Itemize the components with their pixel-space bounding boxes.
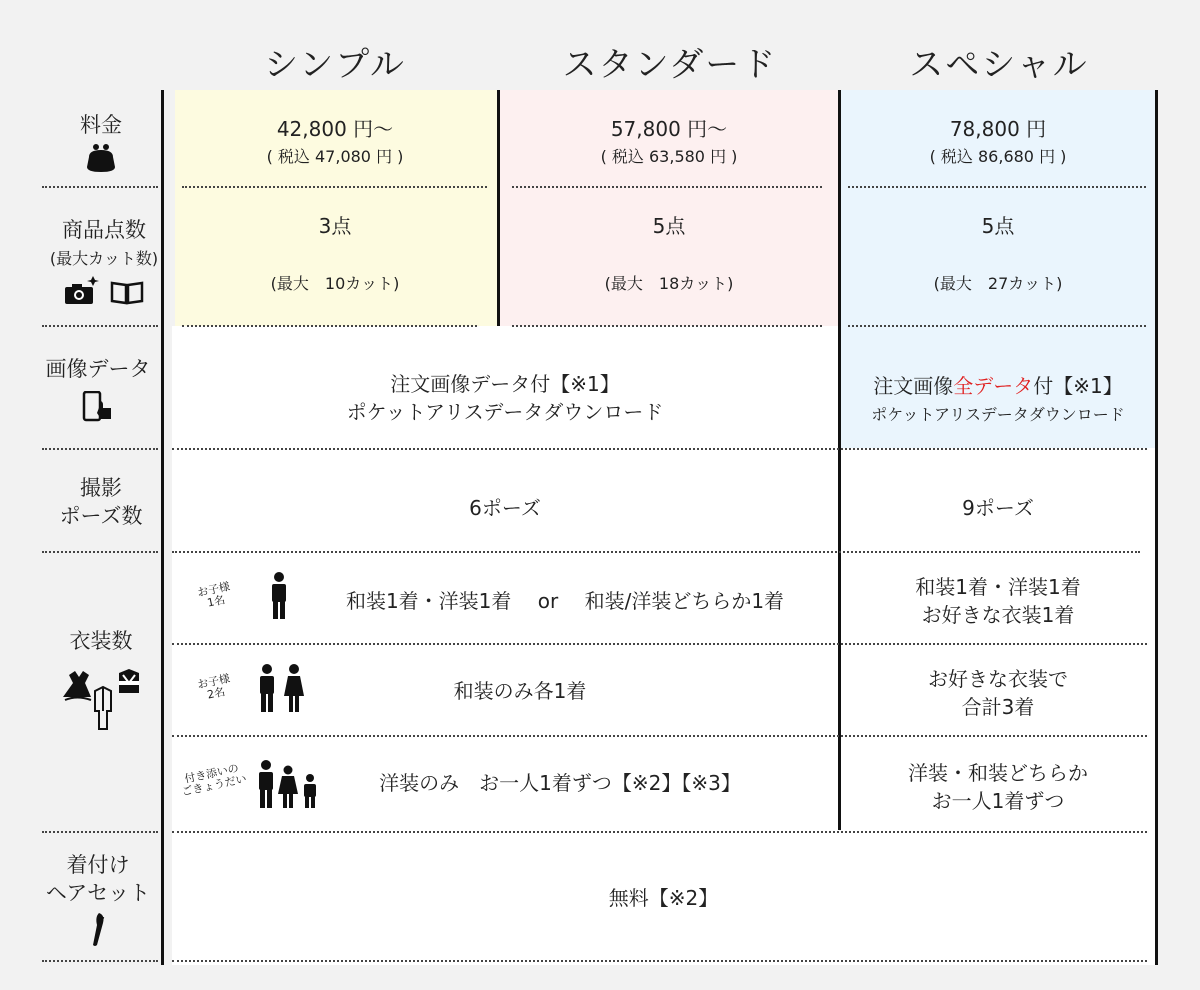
sibling-tag: 付き添いの ごきょうだい: [180, 761, 248, 799]
image-data-right-post: 付【※1】: [1033, 373, 1123, 398]
row-divider: [42, 551, 158, 553]
image-data-right: [841, 366, 1155, 430]
row-divider: [848, 186, 1146, 188]
costume-right-1b: お好きな衣装1着: [921, 603, 1075, 627]
two-child-text: 和装のみ各1着: [453, 679, 587, 703]
items-standard-max: (最大 18カット): [604, 273, 734, 293]
book-icon: [109, 279, 145, 305]
boy-girl-icon: [258, 664, 306, 714]
price-label: 料金: [80, 113, 122, 137]
row-divider: [172, 448, 1147, 450]
row-divider: [172, 643, 1147, 645]
smartphone-icon: [81, 391, 115, 423]
row-divider: [42, 831, 158, 833]
hairset-label: ヘアセット: [45, 881, 151, 905]
image-data-right-pre: 注文画像: [873, 373, 954, 398]
row-label-poses: [42, 470, 160, 534]
camera-icon: [63, 275, 103, 305]
costume-right-2: [841, 664, 1155, 722]
row-divider: [512, 325, 822, 327]
dressing-label: 着付け: [66, 853, 130, 877]
image-data-left: [172, 366, 838, 430]
row-divider: [172, 735, 1147, 737]
costume-right-3a: 洋装・和装どちらか: [908, 761, 1088, 785]
costume-right-2b: 合計3着: [961, 695, 1035, 719]
price-standard-main: 57,800 円〜: [610, 117, 728, 141]
costume-right-3: [841, 758, 1155, 816]
row-label-dressing: [36, 846, 160, 952]
row-divider: [848, 325, 1146, 327]
plan-header-simple: シンプル: [264, 44, 406, 85]
costume-right-3b: お一人1着ずつ: [931, 789, 1065, 813]
items-label: 商品点数: [62, 217, 146, 242]
price-special-tax: ( 税込 86,680 円 ): [929, 147, 1067, 166]
costume-right-1a: 和装1着・洋装1着: [915, 575, 1081, 599]
comb-icon: [89, 911, 107, 947]
row-label-items: [42, 204, 166, 316]
plan-header-standard: スタンダード: [562, 44, 778, 85]
one-child-text: 和装1着・洋装1着 or 和装/洋装どちらか1着: [345, 589, 785, 613]
poses-left: 6ポーズ: [469, 496, 541, 520]
poses-right: 9ポーズ: [962, 496, 1034, 520]
row-divider: [182, 186, 487, 188]
row-divider: [512, 186, 822, 188]
row-label-image: [36, 344, 160, 434]
dressing-text: 無料【※2】: [608, 886, 719, 910]
row-divider: [42, 325, 158, 327]
image-data-right-line2: ポケットアリスデータダウンロード: [871, 404, 1125, 424]
divider-right: [1155, 90, 1158, 965]
price-special-main: 78,800 円: [949, 117, 1047, 141]
shoot-label: 撮影: [80, 476, 122, 500]
image-data-right-line1: [873, 372, 1122, 400]
wallet-icon: [84, 143, 118, 173]
row-divider: [42, 960, 158, 962]
image-label: 画像データ: [45, 357, 151, 381]
costume-right-2a: お好きな衣装で: [928, 667, 1068, 691]
row-divider: [172, 551, 1140, 553]
row-divider: [172, 831, 1147, 833]
plan-header-special: スペシャル: [909, 44, 1089, 85]
price-simple-tax: ( 税込 47,080 円 ): [266, 147, 404, 166]
costume-icon: [59, 667, 143, 733]
one-child-tag: お子様 1名: [196, 579, 232, 610]
sibling-text: 洋装のみ お一人1着ずつ【※2】【※3】: [379, 771, 741, 795]
row-label-costume: [42, 620, 160, 740]
price-simple: [175, 112, 495, 174]
image-data-right-highlight: 全データ: [953, 373, 1034, 398]
row-label-price: [42, 104, 160, 180]
price-standard-tax: ( 税込 63,580 円 ): [600, 147, 738, 166]
price-simple-main: 42,800 円〜: [276, 117, 394, 141]
items-standard-count: 5点: [652, 214, 686, 238]
row-divider: [42, 186, 158, 188]
items-simple-count: 3点: [318, 214, 352, 238]
two-child-tag: お子様 2名: [196, 671, 232, 702]
items-special-max: (最大 27カット): [933, 273, 1063, 293]
row-divider: [42, 448, 158, 450]
items-simple-max: (最大 10カット): [270, 273, 400, 293]
poses-label: ポーズ数: [59, 504, 143, 528]
price-standard: [500, 112, 838, 174]
image-data-left-line1: 注文画像データ付【※1】: [390, 372, 620, 396]
row-divider: [172, 960, 1147, 962]
costume-label: 衣装数: [69, 629, 133, 653]
items-sublabel: (最大カット数): [49, 248, 159, 268]
row-divider: [182, 325, 477, 327]
person-icon: [270, 572, 288, 620]
price-special: [841, 112, 1155, 174]
family-icon: [258, 760, 320, 810]
costume-right-1: [841, 572, 1155, 630]
items-special-count: 5点: [981, 214, 1015, 238]
image-data-left-line2: ポケットアリスデータダウンロード: [346, 400, 664, 424]
